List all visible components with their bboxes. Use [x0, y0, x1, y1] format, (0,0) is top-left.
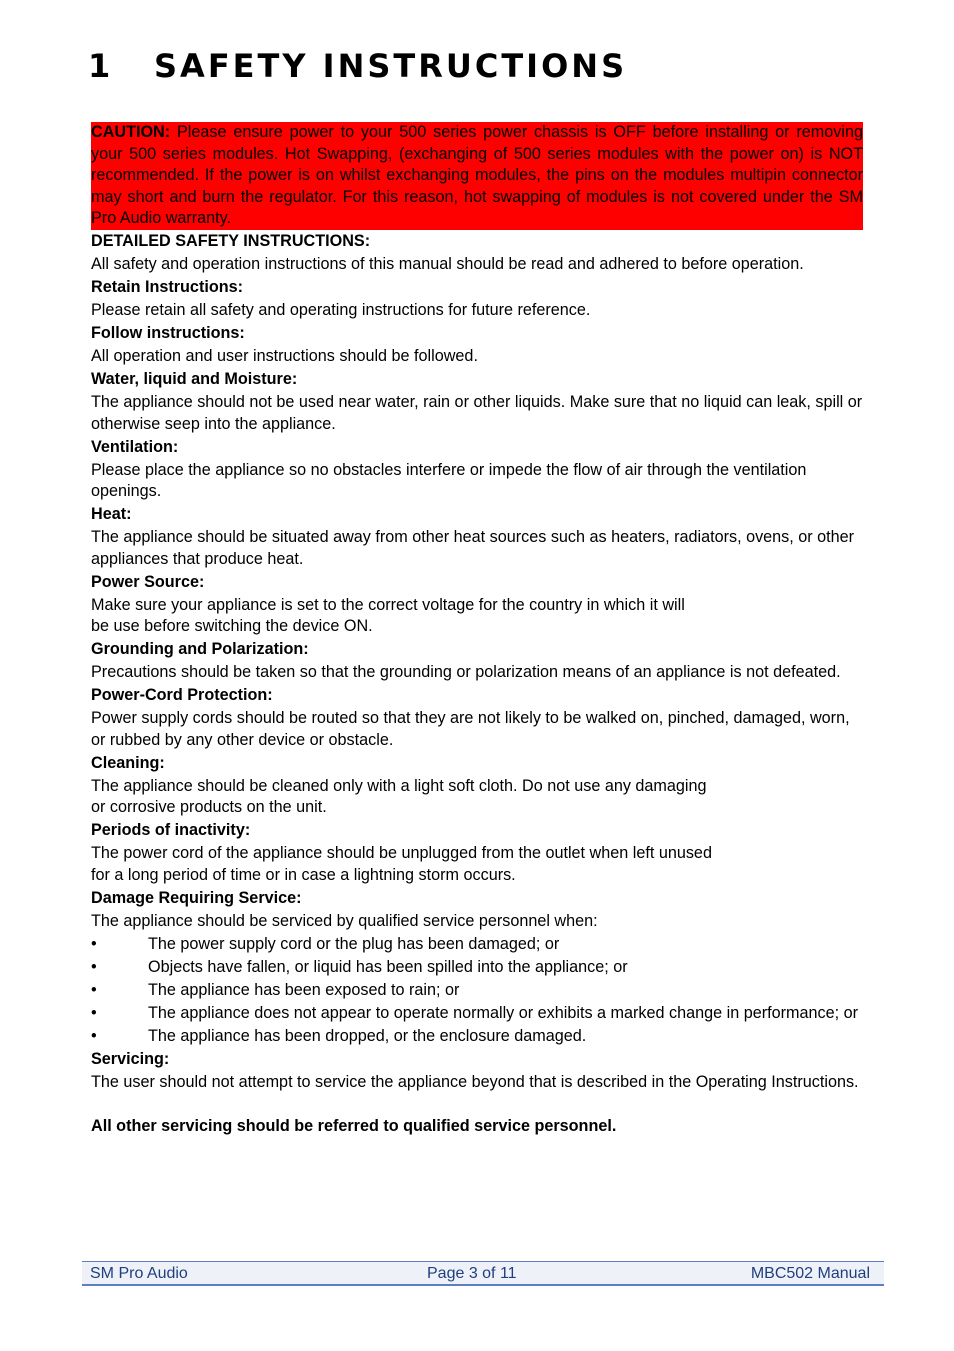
heading-title: SAFETY INSTRUCTIONS [154, 47, 628, 85]
section-title: Damage Requiring Service: [91, 888, 302, 907]
bullet-dot: • [91, 1003, 97, 1022]
caution-text: Please ensure power to your 500 series power chassis is OFF before installing or removing your 500 series modules. Hot Swapping, (exchanging of 500 series modules with the power on) is NOT recommended. If the power is on whilst exchanging modules, the pins on the modules multipin connector may short and burn the regulator. For this reason, hot swapping of modules is not covered under the SM Pro Audio warranty. [91, 123, 863, 227]
section-title: Power-Cord Protection: [91, 686, 273, 704]
page-heading [88, 44, 627, 88]
section-title: Servicing: [91, 1049, 170, 1068]
section-body: Precautions should be taken so that the grounding or polarization means of an appliance is not defeated. [91, 663, 841, 681]
section-body-line: be use before switching the device ON. [91, 617, 373, 635]
list-item-text: Objects have fallen, or liquid has been spilled into the appliance; or [148, 957, 628, 976]
list-item-text: The appliance has been dropped, or the enclosure damaged. [148, 1026, 587, 1045]
section-body [91, 595, 863, 638]
section-title: Power Source: [91, 572, 205, 591]
list-item [91, 934, 863, 956]
section-body: All safety and operation instructions of this manual should be read and adhered to before operation. [91, 255, 804, 273]
bullet-list [91, 934, 863, 1048]
section-title: Grounding and Polarization: [91, 640, 309, 658]
bullet-dot: • [91, 1026, 97, 1045]
section-body-line: The power cord of the appliance should be unplugged from the outlet when left unused [91, 844, 712, 862]
footer-manual-name: MBC502 Manual [750, 1265, 870, 1282]
section-body: Please retain all safety and operating instructions for future reference. [91, 301, 591, 319]
caution-label: CAUTION: [91, 123, 171, 141]
section-title: DETAILED SAFETY INSTRUCTIONS: [91, 232, 371, 250]
section-body-line: The appliance should be cleaned only with a light soft cloth. Do not use any damaging [91, 776, 707, 795]
section-body: All operation and user instructions should be followed. [91, 347, 478, 365]
document-body [91, 122, 863, 1138]
section-body: Power supply cords should be routed so that they are not likely to be walked on, pinched, damaged, worn, or rubbed by any other device or obstacle. [91, 709, 850, 749]
section-title: Follow instructions: [91, 324, 245, 342]
caution-box [91, 122, 863, 230]
section-body: The appliance should be serviced by qualified service personnel when: [91, 911, 598, 930]
footer-page-number: Page 3 of 11 [427, 1265, 517, 1282]
bullet-dot: • [91, 957, 97, 976]
section-body [91, 843, 863, 886]
section-body-line: for a long period of time or in case a lightning storm occurs. [91, 865, 516, 884]
list-item-text: The appliance has been exposed to rain; or [148, 980, 460, 999]
list-item-text: The power supply cord or the plug has been damaged; or [148, 934, 560, 953]
sections-container [91, 231, 863, 1093]
section-body-line: or corrosive products on the unit. [91, 798, 327, 816]
section-body: The user should not attempt to service the appliance beyond that is described in the Operating Instructions. [91, 1072, 859, 1091]
section-title: Water, liquid and Moisture: [91, 370, 298, 388]
list-item [91, 1003, 863, 1025]
section-body: The appliance should not be used near water, rain or other liquids. Make sure that no liquid can leak, spill or otherwise seep into the appliance. [91, 393, 863, 433]
list-item-text: The appliance does not appear to operate normally or exhibits a marked change in performance; or [148, 1003, 858, 1022]
closing-statement: All other servicing should be referred to qualified service personnel. [91, 1117, 617, 1135]
bullet-dot: • [91, 980, 97, 999]
section-title: Periods of inactivity: [91, 821, 251, 839]
heading-number: 1 [88, 47, 114, 85]
section-body: The appliance should be situated away from other heat sources such as heaters, radiators, ovens, or other appliances that produce heat. [91, 528, 855, 568]
section-body [91, 776, 863, 819]
section-title: Heat: [91, 505, 132, 523]
list-item [91, 980, 863, 1002]
page-footer [82, 1261, 884, 1286]
bullet-dot: • [91, 934, 97, 953]
section-title: Cleaning: [91, 753, 165, 772]
list-item [91, 957, 863, 979]
list-item [91, 1026, 863, 1048]
footer-company: SM Pro Audio [90, 1265, 188, 1282]
section-title: Retain Instructions: [91, 278, 243, 296]
section-body: Please place the appliance so no obstacles interfere or impede the flow of air through the ventilation openings. [91, 460, 807, 500]
section-title: Ventilation: [91, 437, 179, 456]
section-body-line: Make sure your appliance is set to the correct voltage for the country in which it will [91, 595, 685, 614]
